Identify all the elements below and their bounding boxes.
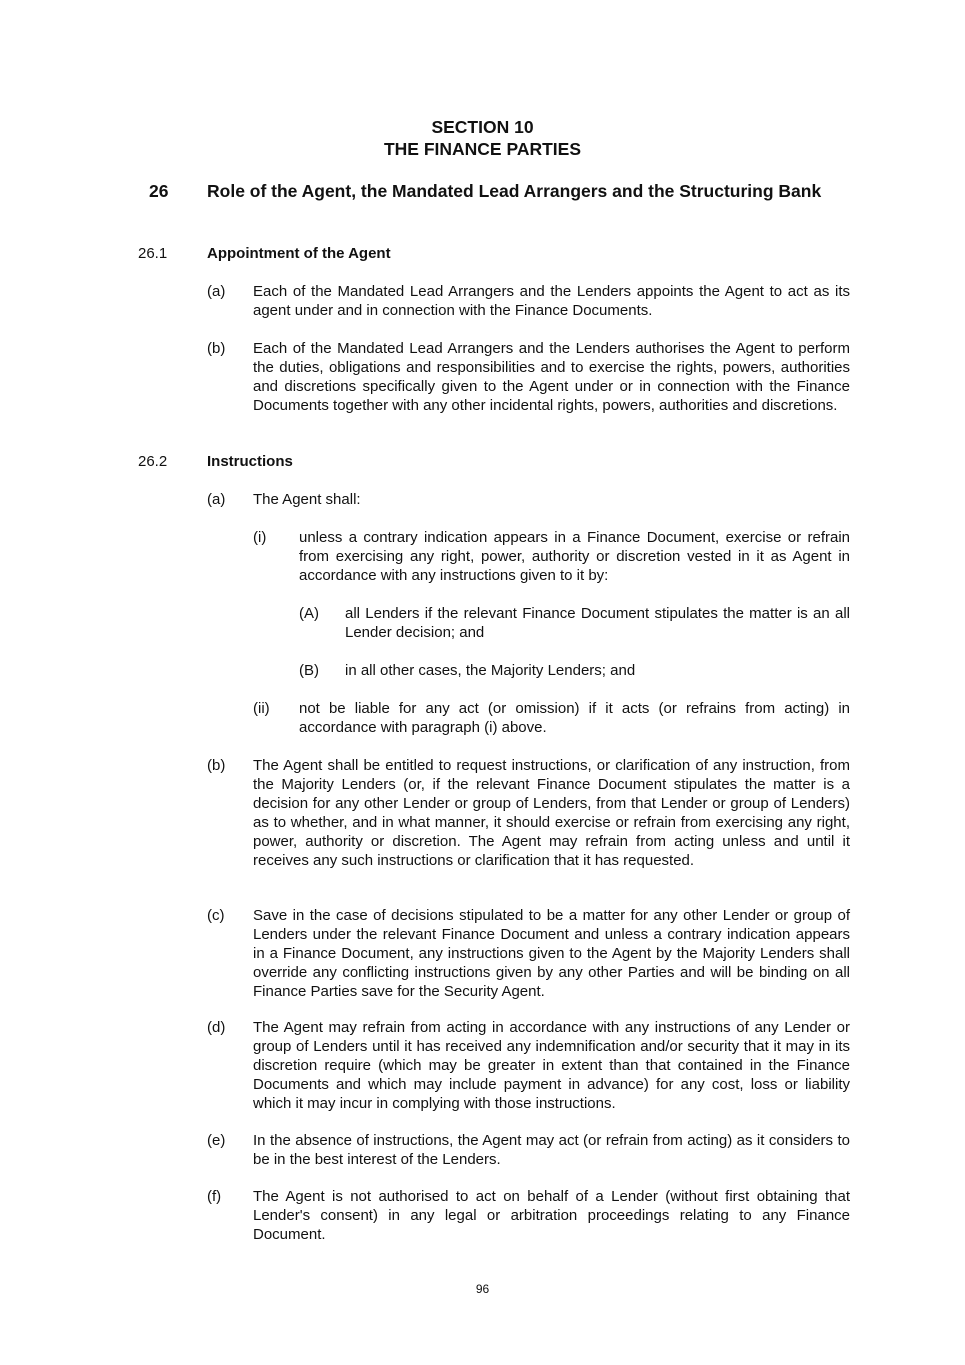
paragraph-label: (a) [207, 283, 226, 300]
subclause-number-26-2: 26.2 [138, 453, 168, 470]
paragraph-text: The Agent shall: [253, 491, 361, 508]
paragraph-text: Each of the Mandated Lead Arrangers and the Lenders authorises the Agent to perform the duties, obligations and responsibilities and to exercise the rights, powers, authorities and discretions specifically given to the Agent under or in connection with the Finance Documents together with any other incidental rights, powers, authorities and discretions. [253, 340, 850, 414]
paragraph-text: Each of the Mandated Lead Arrangers and the Lenders appoints the Agent to act as its agent under and in connection with the Finance Documents. [253, 283, 850, 319]
item-label: (B) [299, 662, 319, 679]
paragraph-text: Save in the case of decisions stipulated to be a matter for any other Lender or group of Lenders under the relevant Finance Document and unless a contrary indication appears in a Finance Document, any instructions given to the Agent by the Majority Lenders shall override any conflicting instructions given by any other Parties and will be binding on all Finance Parties save for the Security Agent. [253, 907, 850, 1000]
item-label: (A) [299, 605, 319, 622]
paragraph-text: The Agent may refrain from acting in accordance with any instructions of any Lender or group of Lenders until it has received any indemnification and/or security that it may in its discretion require (which may be greater in extent than that contained in the Finance Documents and which may include payment in advance) for any cost, loss or liability which it may incur in complying with those instructions. [253, 1019, 850, 1112]
paragraph-text: The Agent shall be entitled to request instructions, or clarification of any instruction, from the Majority Lenders (or, if the relevant Finance Document stipulates the matter is a decision for any other Lender or group of Lenders, from that Lender or group of Lenders) as to whether, and in what manner, it should exercise or refrain from exercising any right, power, authority or discretion. The Agent may refrain from acting unless and until it receives any such instructions or clarification that it has requested. [253, 757, 850, 869]
page-number: 96 [475, 1282, 490, 1296]
paragraph-label: (c) [207, 907, 225, 924]
subparagraph-text: not be liable for any act (or omission) if it acts (or refrains from acting) in accordance with paragraph (i) above. [299, 700, 850, 736]
subclause-title-26-1: Appointment of the Agent [207, 245, 391, 262]
paragraph-label: (d) [207, 1019, 226, 1036]
item-text: in all other cases, the Majority Lenders; and [345, 662, 636, 679]
paragraph-text: In the absence of instructions, the Agent may act (or refrain from acting) as it considers to be in the best interest of the Lenders. [253, 1132, 850, 1168]
paragraph-label: (a) [207, 491, 226, 508]
section-title: THE FINANCE PARTIES [383, 139, 582, 159]
item-text: all Lenders if the relevant Finance Document stipulates the matter is an all Lender decision; and [345, 605, 850, 641]
paragraph-text: The Agent is not authorised to act on behalf of a Lender (without first obtaining that Lender's consent) in any legal or arbitration proceedings relating to any Finance Document. [253, 1188, 850, 1243]
subclause-number-26-1: 26.1 [138, 245, 168, 262]
paragraph-label: (b) [207, 340, 226, 357]
clause-title: Role of the Agent, the Mandated Lead Arrangers and the Structuring Bank [207, 181, 822, 201]
paragraph-label: (b) [207, 757, 226, 774]
subparagraph-text: unless a contrary indication appears in a Finance Document, exercise or refrain from exercising any right, power, authority or discretion vested in it as Agent in accordance with any instructions given to it by: [299, 529, 850, 584]
section-number: SECTION 10 [431, 117, 534, 137]
subparagraph-label: (ii) [253, 700, 270, 717]
subparagraph-label: (i) [253, 529, 267, 546]
paragraph-label: (f) [207, 1188, 222, 1205]
clause-number: 26 [149, 181, 169, 201]
subclause-title-26-2: Instructions [207, 453, 293, 470]
paragraph-label: (e) [207, 1132, 226, 1149]
